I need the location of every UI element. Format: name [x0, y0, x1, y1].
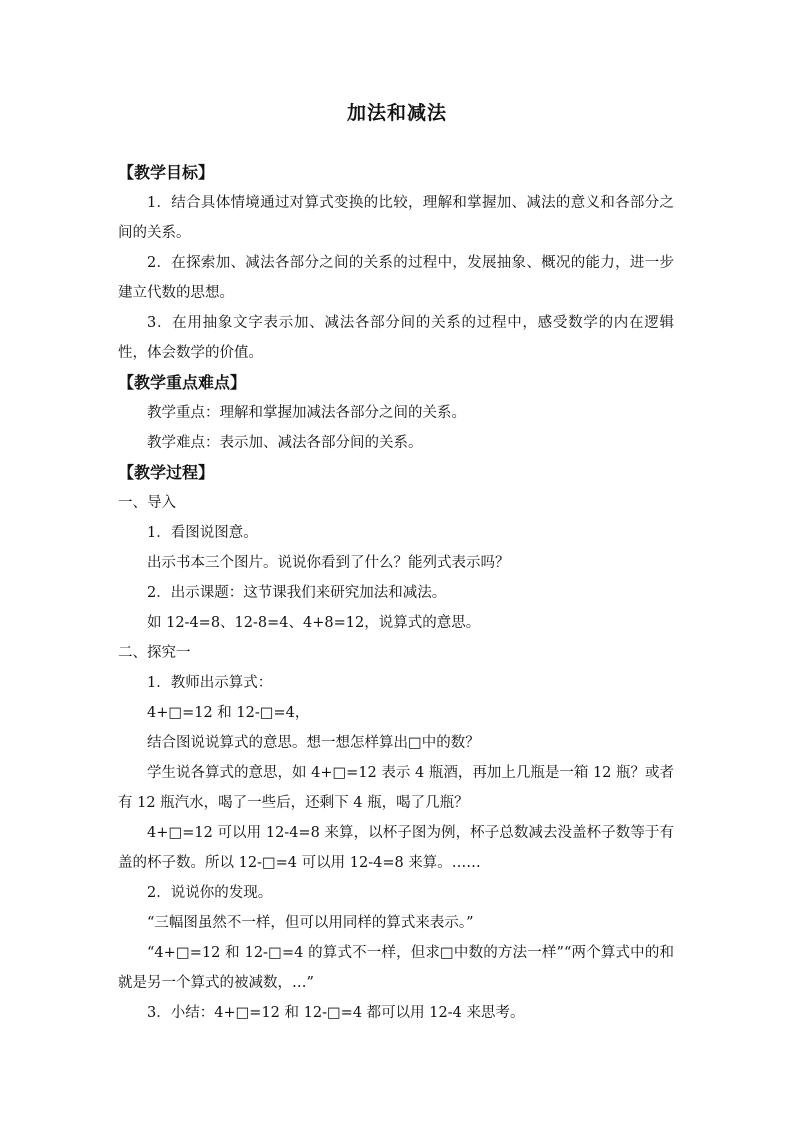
part2-line-5: 4+□=12 可以用 12-4=8 来算，以杯子图为例，杯子总数减去没盖杯子数等于有盖的杯子数。所以 12-□=4 可以用 12-4=8 来算。……: [118, 825, 674, 871]
part1-line-3: 2．出示课题：这节课我们来研究加法和减法。: [147, 585, 447, 601]
objectives-heading: 【教学目标】: [118, 163, 215, 182]
process-heading: 【教学过程】: [118, 463, 215, 482]
keypoints-heading: 【教学重点难点】: [118, 373, 247, 392]
part2-line-8: “4+□=12 和 12-□=4 的算式不一样，但求□中数的方法一样”“两个算式中的和就是另一个算式的被减数，…”: [118, 945, 674, 991]
part1-line-4: 如 12-4=8、12-8=4、4+8=12，说算式的意思。: [147, 615, 481, 631]
part2-line-6: 2．说说你的发现。: [147, 885, 273, 901]
part1-line-2: 出示书本三个图片。说说你看到了什么？能列式表示吗？: [147, 555, 510, 571]
part1-heading: 一、导入: [118, 495, 176, 511]
part2-heading: 二、探究一: [118, 645, 191, 661]
part2-line-3: 结合图说说算式的意思。想一想怎样算出□中的数？: [147, 735, 480, 751]
part2-line-1: 1．教师出示算式：: [147, 675, 273, 691]
document-title: 加法和减法: [346, 102, 447, 124]
part1-line-1: 1．看图说图意。: [147, 525, 258, 541]
keypoint-focus: 教学重点：理解和掌握加减法各部分之间的关系。: [147, 405, 466, 421]
objective-item-3: 3．在用抽象文字表示加、减法各部分间的关系的过程中，感受数学的内在逻辑性，体会数学的价值。: [118, 315, 674, 361]
objective-item-1: 1．结合具体情境通过对算式变换的比较，理解和掌握加、减法的意义和各部分之间的关系。: [118, 195, 674, 241]
keypoint-difficulty: 教学难点：表示加、减法各部分间的关系。: [147, 435, 423, 451]
document-body: [118, 158, 674, 1028]
part2-line-7: “三幅图虽然不一样，但可以用同样的算式来表示。”: [147, 915, 474, 931]
part2-line-2: 4+□=12 和 12-□=4，: [147, 705, 310, 721]
part2-line-9: 3．小结：4+□=12 和 12-□=4 都可以用 12-4 来思考。: [147, 1005, 525, 1021]
part2-line-4: 学生说各算式的意思，如 4+□=12 表示 4 瓶酒，再加上几瓶是一箱 12 瓶？或者有 12 瓶汽水，喝了一些后，还剩下 4 瓶，喝了几瓶？: [118, 765, 675, 811]
objective-item-2: 2．在探索加、减法各部分之间的关系的过程中，发展抽象、概况的能力，进一步建立代数的思想。: [118, 255, 674, 301]
